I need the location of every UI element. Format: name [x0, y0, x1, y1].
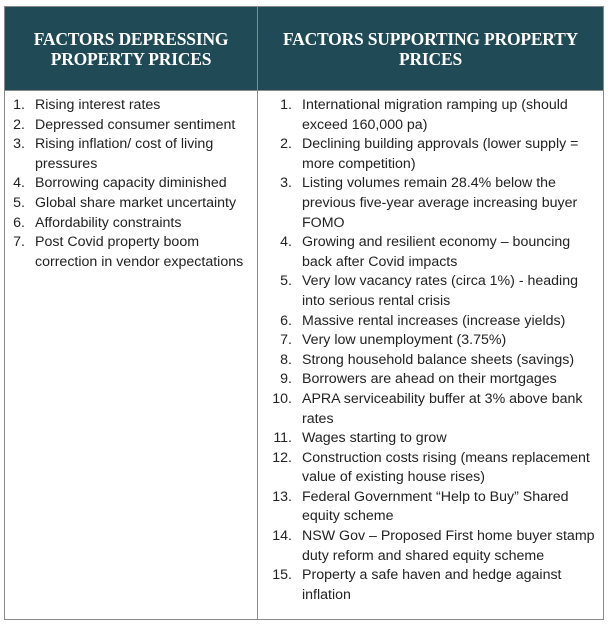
list-item	[11, 214, 253, 234]
depressing-list	[11, 96, 253, 272]
list-item	[270, 312, 597, 332]
item-text: Very low unemployment (3.75%)	[302, 332, 507, 349]
item-number: 9.	[280, 371, 292, 388]
item-number: 7.	[280, 332, 292, 349]
list-item	[270, 429, 597, 449]
property-factors-table	[4, 6, 604, 620]
item-number: 12.	[272, 449, 292, 466]
item-number: 10.	[272, 390, 292, 407]
item-number: 1.	[280, 97, 292, 113]
item-number: 4.	[13, 175, 25, 192]
list-item	[11, 194, 253, 214]
item-text: Wages starting to grow	[302, 430, 447, 447]
supporting-header-line1: FACTORS SUPPORTING PROPERTY	[282, 28, 579, 49]
item-number: 2.	[280, 136, 292, 153]
list-item	[270, 488, 597, 527]
item-text: Affordability constraints	[35, 214, 182, 231]
item-text: Rising interest rates	[35, 97, 161, 113]
list-item	[270, 527, 597, 566]
item-number: 14.	[272, 528, 292, 545]
supporting-list	[270, 96, 597, 605]
item-number: 4.	[280, 234, 292, 251]
item-number: 5.	[280, 273, 292, 290]
item-text: Rising inflation/ cost of living pressures	[35, 136, 214, 172]
item-number: 7.	[13, 234, 25, 251]
list-item	[270, 390, 597, 429]
item-number: 5.	[13, 194, 25, 211]
item-text: APRA serviceability buffer at 3% above bank rates	[302, 390, 583, 427]
item-number: 13.	[272, 488, 292, 505]
list-item	[270, 566, 597, 605]
item-text: Post Covid property boom correction in vendor expectations	[35, 234, 244, 270]
item-text: Federal Government “Help to Buy” Shared equity scheme	[302, 488, 569, 525]
item-text: Listing volumes remain 28.4% below the previous five-year average increasing buyer FOMO	[302, 175, 578, 231]
item-number: 15.	[272, 567, 292, 584]
list-item	[270, 331, 597, 351]
supporting-header	[258, 7, 603, 90]
item-text: Global share market uncertainty	[35, 194, 237, 211]
item-number: 6.	[280, 312, 292, 329]
item-number: 3.	[13, 136, 25, 153]
list-item	[270, 449, 597, 488]
item-text: Construction costs rising (means replacement value of existing house rises)	[302, 449, 590, 486]
item-text: Declining building approvals (lower supply = more competition)	[302, 136, 579, 172]
item-number: 6.	[13, 214, 25, 231]
depressing-header-line1: FACTORS DEPRESSING	[33, 28, 229, 49]
list-item	[270, 174, 597, 233]
list-item	[11, 116, 253, 136]
list-item	[270, 96, 597, 135]
item-text: Borrowing capacity diminished	[35, 175, 227, 192]
item-text: Borrowers are ahead on their mortgages	[302, 371, 557, 388]
item-number: 3.	[280, 175, 292, 192]
list-item	[270, 233, 597, 272]
item-number: 2.	[13, 116, 25, 133]
depressing-cell	[5, 90, 258, 619]
list-item	[270, 351, 597, 371]
item-text: International migration ramping up (should exceed 160,000 pa)	[302, 97, 568, 133]
list-item	[11, 233, 253, 272]
list-item	[11, 174, 253, 194]
item-text: Property a safe haven and hedge against inflation	[302, 567, 562, 603]
list-item	[270, 272, 597, 311]
list-item	[11, 135, 253, 174]
supporting-header-line2: PRICES	[399, 48, 462, 69]
item-number: 1.	[13, 97, 25, 113]
item-number: 11.	[273, 430, 292, 447]
item-text: Massive rental increases (increase yields)	[302, 312, 566, 329]
list-item	[270, 135, 597, 174]
item-text: Very low vacancy rates (circa 1%) - heading into serious rental crisis	[302, 273, 578, 309]
list-item	[270, 370, 597, 390]
item-text: Growing and resilient economy – bouncing back after Covid impacts	[302, 234, 571, 270]
item-text: Strong household balance sheets (savings)	[302, 351, 575, 368]
depressing-header	[5, 7, 258, 90]
depressing-header-line2: PROPERTY PRICES	[50, 48, 212, 69]
item-text: Depressed consumer sentiment	[35, 116, 236, 133]
item-text: NSW Gov – Proposed First home buyer stamp duty reform and shared equity scheme	[302, 528, 595, 564]
list-item	[11, 96, 253, 116]
item-number: 8.	[280, 351, 292, 368]
supporting-cell	[258, 90, 603, 619]
